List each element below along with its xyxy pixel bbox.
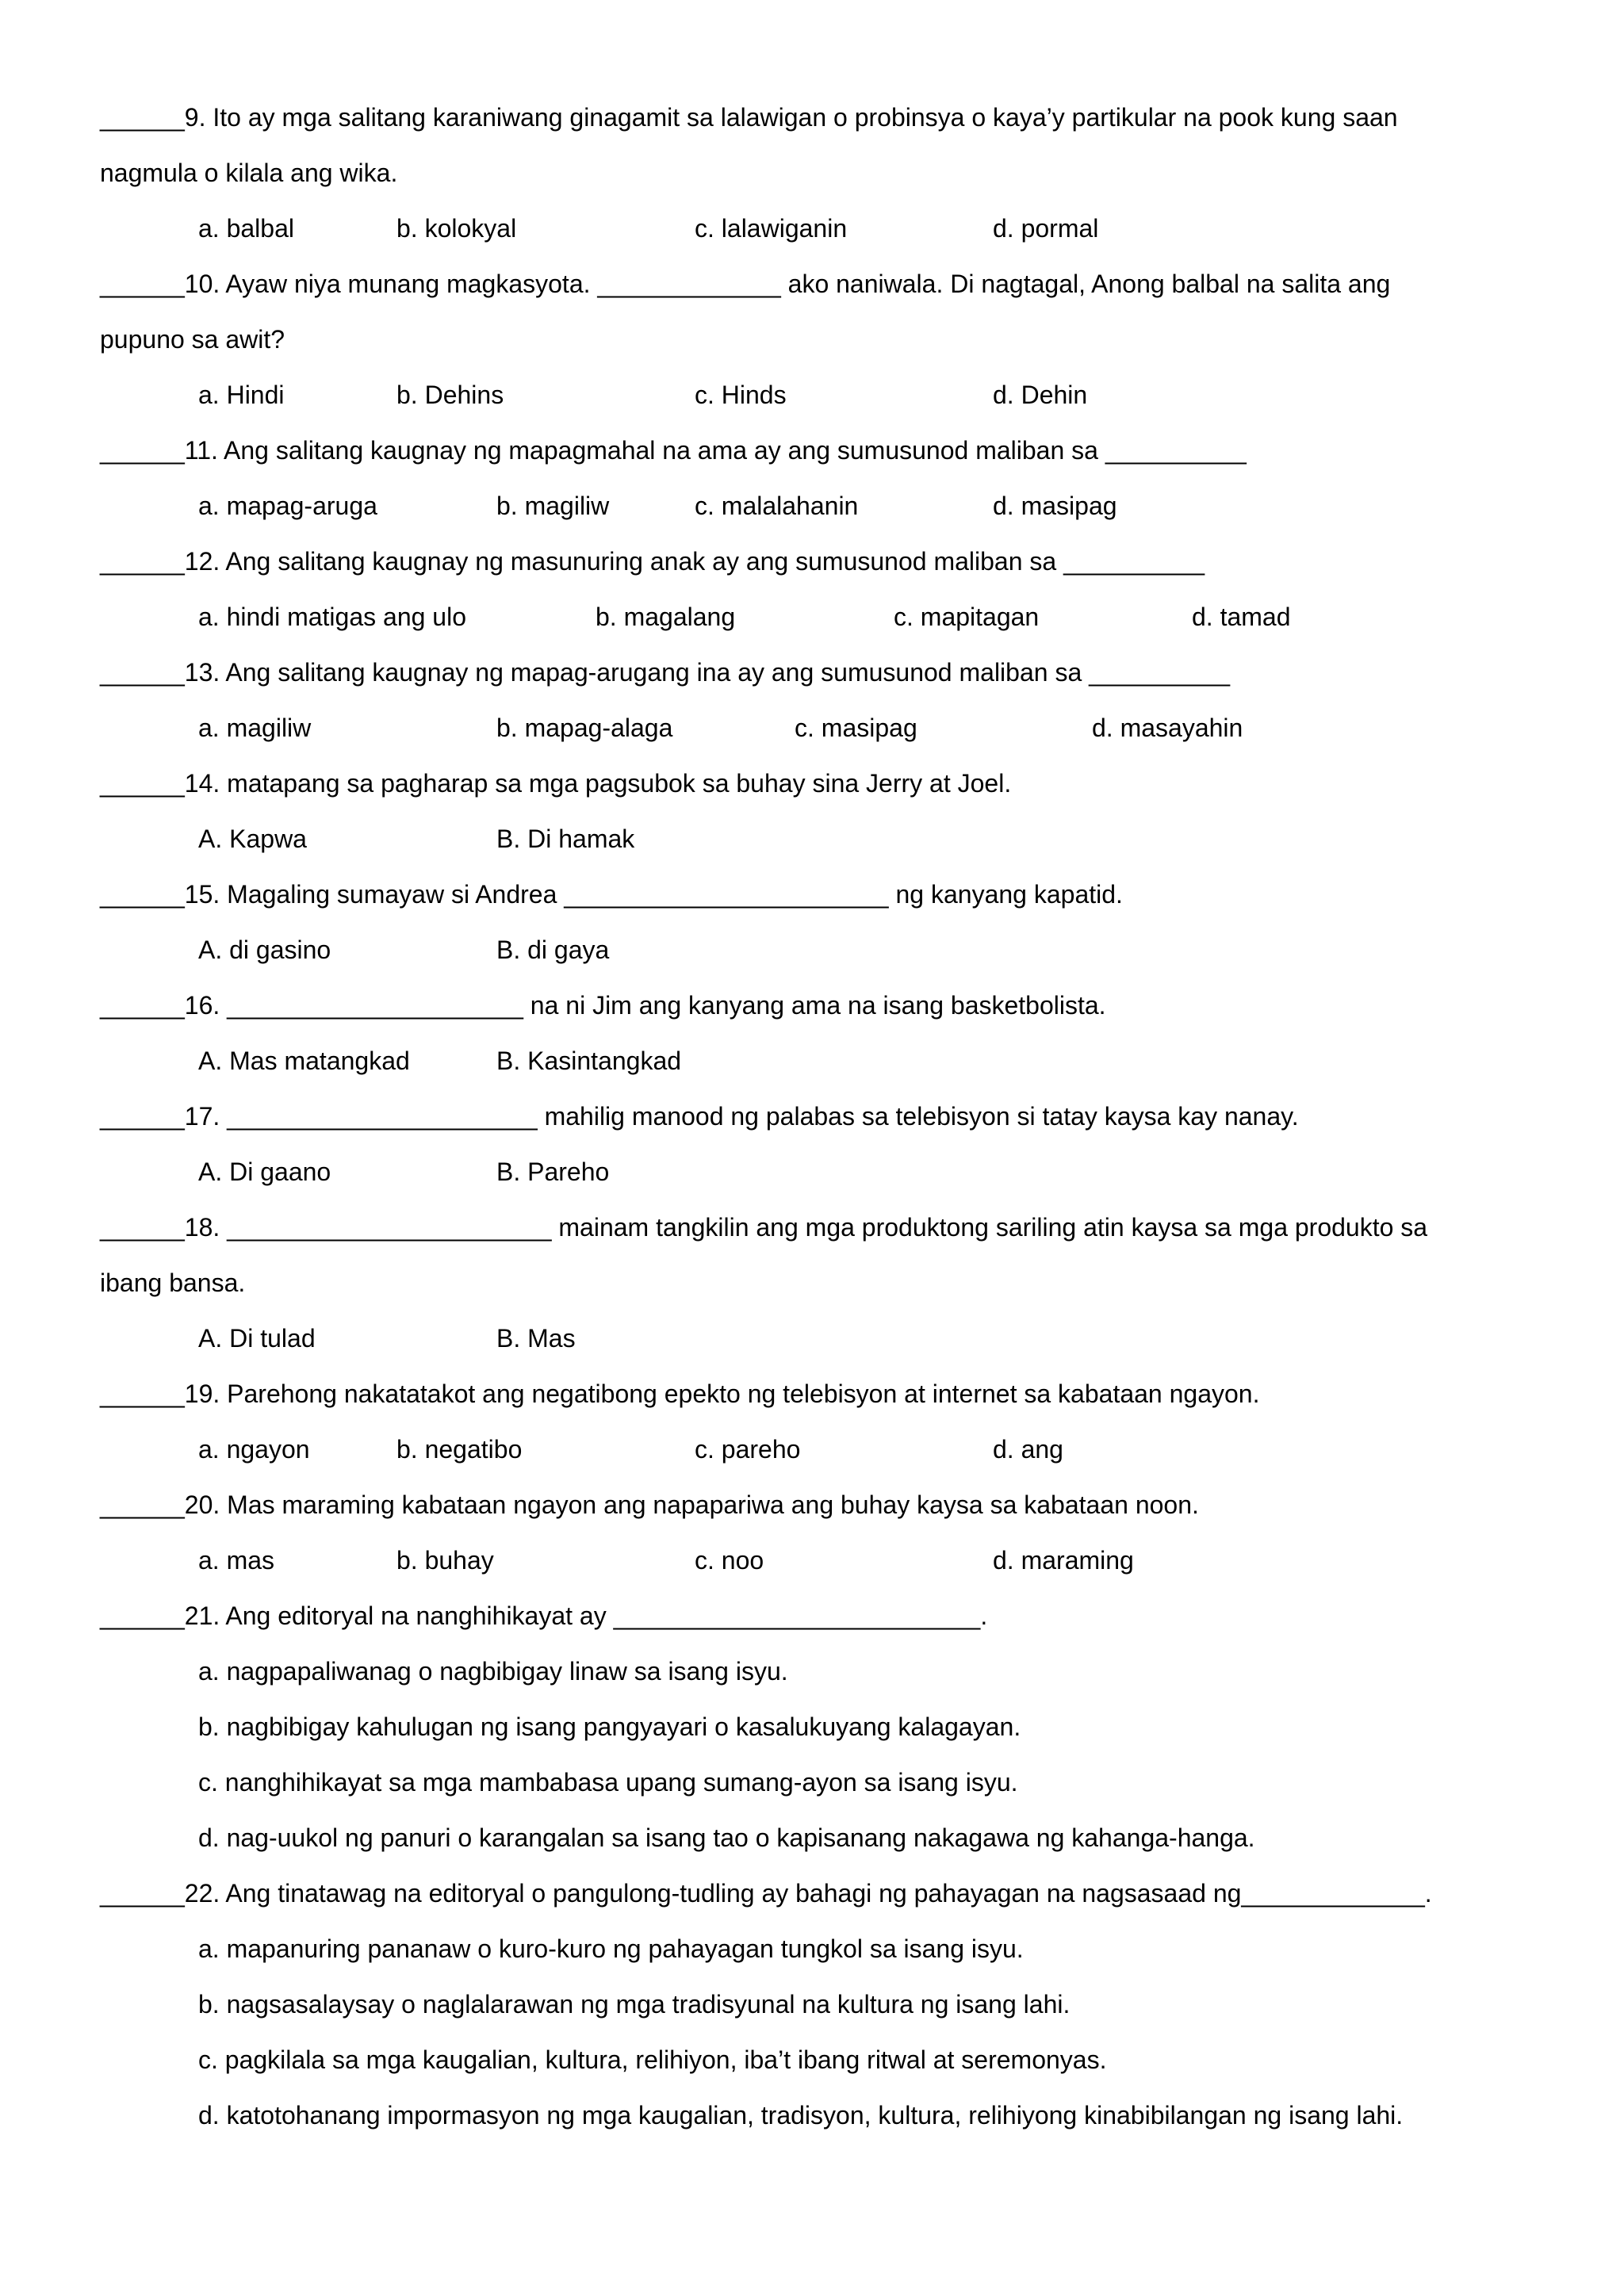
question-10-option-b: b. Dehins (396, 381, 504, 409)
question-11-option-b: b. magiliw (496, 492, 610, 520)
question-15-text: ______15. Magaling sumayaw si Andrea _______________________ ng kanyang kapatid. (100, 880, 1123, 909)
question-15-options (0, 934, 1624, 966)
question-13-options (0, 712, 1624, 744)
question-12-text: ______12. Ang salitang kaugnay ng masunuring anak ay ang sumusunod maliban sa __________ (100, 547, 1205, 576)
question-12-option-c: c. mapitagan (894, 603, 1040, 631)
question-11-text: ______11. Ang salitang kaugnay ng mapagmahal na ama ay ang sumusunod maliban sa __________ (100, 436, 1247, 465)
question-11-option-d: d. masipag (993, 492, 1117, 520)
question-21-option-b: b. nagbibigay kahulugan ng isang pangyayari o kasalukuyang kalagayan. (198, 1712, 1021, 1741)
question-20-option-a: a. mas (198, 1546, 275, 1575)
question-19-option-b: b. negatibo (396, 1435, 523, 1464)
question-12-option-b: b. magalang (596, 603, 736, 631)
question-18-options (0, 1322, 1624, 1354)
question-12-options (0, 601, 1624, 633)
question-15-option-a: A. di gasino (198, 936, 331, 964)
question-22-option-a: a. mapanuring pananaw o kuro-kuro ng pahayagan tungkol sa isang isyu. (198, 1934, 1024, 1963)
question-9-options (0, 212, 1624, 244)
question-10-text: ______10. Ayaw niya munang magkasyota. _____________ ako naniwala. Di nagtagal, Anong balbal na salita ang (100, 270, 1391, 298)
question-10-text-cont: pupuno sa awit? (100, 325, 285, 354)
question-20-option-b: b. buhay (396, 1546, 494, 1575)
question-17-text: ______17. ______________________ mahilig manood ng palabas sa telebisyon si tatay kaysa kay nanay. (100, 1102, 1299, 1131)
question-21-option-c: c. nanghihikayat sa mga mambabasa upang sumang-ayon sa isang isyu. (198, 1768, 1018, 1797)
question-19-option-a: a. ngayon (198, 1435, 310, 1464)
question-11-option-a: a. mapag-aruga (198, 492, 377, 520)
question-11-option-c: c. malalahanin (695, 492, 859, 520)
question-17-option-b: B. Pareho (496, 1158, 610, 1186)
question-10-option-c: c. Hinds (695, 381, 787, 409)
question-10-options (0, 379, 1624, 411)
question-14-text: ______14. matapang sa pagharap sa mga pagsubok sa buhay sina Jerry at Joel. (100, 769, 1012, 798)
question-17-option-a: A. Di gaano (198, 1158, 331, 1186)
question-12-option-d: d. tamad (1192, 603, 1291, 631)
question-9-option-c: c. lalawiganin (695, 214, 848, 243)
question-9-text-cont: nagmula o kilala ang wika. (100, 159, 398, 187)
question-22-option-b: b. nagsasalaysay o naglalarawan ng mga tradisyunal na kultura ng isang lahi. (198, 1990, 1071, 2019)
question-20-option-d: d. maraming (993, 1546, 1134, 1575)
question-18-text: ______18. _______________________ mainam tangkilin ang mga produktong sariling atin kaysa sa mga produkto sa (100, 1213, 1428, 1242)
question-13-text: ______13. Ang salitang kaugnay ng mapag-arugang ina ay ang sumusunod maliban sa __________ (100, 658, 1231, 687)
question-10-option-a: a. Hindi (198, 381, 285, 409)
question-10-option-d: d. Dehin (993, 381, 1088, 409)
question-15-option-b: B. di gaya (496, 936, 610, 964)
question-21-option-d: d. nag-uukol ng panuri o karangalan sa isang tao o kapisanang nakagawa ng kahanga-hanga. (198, 1823, 1255, 1852)
question-12-option-a: a. hindi matigas ang ulo (198, 603, 466, 631)
question-21-option-a: a. nagpapaliwanag o nagbibigay linaw sa isang isyu. (198, 1657, 788, 1686)
question-20-options (0, 1544, 1624, 1576)
question-19-options (0, 1433, 1624, 1465)
question-19-option-d: d. ang (993, 1435, 1063, 1464)
question-13-option-b: b. mapag-alaga (496, 714, 673, 742)
question-16-text: ______16. _____________________ na ni Jim ang kanyang ama na isang basketbolista. (100, 991, 1106, 1020)
question-18-option-a: A. Di tulad (198, 1324, 316, 1353)
question-14-option-b: B. Di hamak (496, 825, 635, 853)
question-19-option-c: c. pareho (695, 1435, 801, 1464)
question-18-option-b: B. Mas (496, 1324, 576, 1353)
question-16-options (0, 1045, 1624, 1077)
question-20-text: ______20. Mas maraming kabataan ngayon ang napapariwa ang buhay kaysa sa kabataan noon. (100, 1490, 1199, 1519)
question-16-option-a: A. Mas matangkad (198, 1047, 410, 1075)
question-11-options (0, 490, 1624, 522)
question-20-option-c: c. noo (695, 1546, 764, 1575)
question-22-option-c: c. pagkilala sa mga kaugalian, kultura, relihiyon, iba’t ibang ritwal at seremonyas. (198, 2045, 1107, 2074)
question-13-option-d: d. masayahin (1092, 714, 1243, 742)
question-21-text: ______21. Ang editoryal na nanghihikayat ay __________________________. (100, 1601, 988, 1630)
question-9-option-a: a. balbal (198, 214, 294, 243)
question-13-option-c: c. masipag (795, 714, 917, 742)
question-17-options (0, 1156, 1624, 1188)
question-16-option-b: B. Kasintangkad (496, 1047, 682, 1075)
question-19-text: ______19. Parehong nakatatakot ang negatibong epekto ng telebisyon at internet sa kabataan ngayon. (100, 1380, 1260, 1408)
question-9-option-d: d. pormal (993, 214, 1099, 243)
question-18-text-cont: ibang bansa. (100, 1269, 246, 1297)
question-13-option-a: a. magiliw (198, 714, 312, 742)
question-22-option-d: d. katotohanang impormasyon ng mga kaugalian, tradisyon, kultura, relihiyong kinabibilangan ng isang lahi. (198, 2101, 1404, 2130)
question-22-text: ______22. Ang tinatawag na editoryal o pangulong-tudling ay bahagi ng pahayagan na nagsasaad ng_____________. (100, 1879, 1432, 1908)
question-14-options (0, 823, 1624, 855)
question-9-option-b: b. kolokyal (396, 214, 517, 243)
question-9-text: ______9. Ito ay mga salitang karaniwang ginagamit sa lalawigan o probinsya o kaya’y partikular na pook kung saan (100, 103, 1398, 132)
question-14-option-a: A. Kapwa (198, 825, 307, 853)
